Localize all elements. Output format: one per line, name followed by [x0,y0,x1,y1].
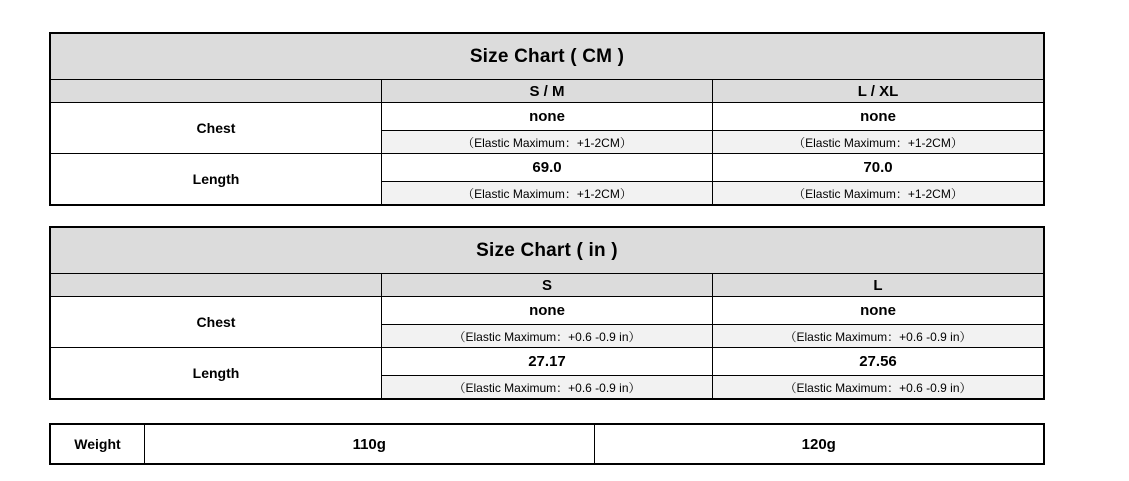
cell-weight-second: 120g [594,425,1044,464]
table-row [51,103,1044,131]
note-length-l: （Elastic Maximum：+0.6 -0.9 in） [713,376,1044,399]
table-row-title [51,34,1044,80]
cell-chest-lxl: none [713,103,1044,131]
note-chest-l: （Elastic Maximum：+0.6 -0.9 in） [713,325,1044,348]
column-header-lxl: L / XL [713,80,1044,103]
column-header-sm: S / M [382,80,713,103]
header-corner-blank [51,274,382,297]
cell-weight-first: 110g [145,425,595,464]
row-label-length: Length [51,348,382,399]
row-label-chest: Chest [51,297,382,348]
table-row-header [51,80,1044,103]
header-corner-blank [51,80,382,103]
weight-table-inner [50,424,1044,464]
note-chest-s: （Elastic Maximum：+0.6 -0.9 in） [382,325,713,348]
row-label-chest: Chest [51,103,382,154]
note-chest-lxl: （Elastic Maximum：+1-2CM） [713,131,1044,154]
size-chart-in-table [50,227,1044,399]
table-row-title [51,228,1044,274]
cell-length-sm: 69.0 [382,154,713,182]
table-row-header [51,274,1044,297]
table-row [51,297,1044,325]
chart-title-cm: Size Chart ( CM ) [51,34,1044,80]
table-row [51,348,1044,376]
table-row-weight [51,425,1044,464]
weight-table [49,423,1045,465]
column-header-s: S [382,274,713,297]
note-length-s: （Elastic Maximum：+0.6 -0.9 in） [382,376,713,399]
cell-chest-l: none [713,297,1044,325]
row-label-weight: Weight [51,425,145,464]
column-header-l: L [713,274,1044,297]
size-chart-in [49,226,1045,400]
size-chart-cm-table [50,33,1044,205]
cell-length-l: 27.56 [713,348,1044,376]
chart-title-in: Size Chart ( in ) [51,228,1044,274]
note-chest-sm: （Elastic Maximum：+1-2CM） [382,131,713,154]
cell-chest-sm: none [382,103,713,131]
size-chart-cm [49,32,1045,206]
note-length-sm: （Elastic Maximum：+1-2CM） [382,182,713,205]
table-row [51,154,1044,182]
row-label-length: Length [51,154,382,205]
cell-chest-s: none [382,297,713,325]
cell-length-lxl: 70.0 [713,154,1044,182]
cell-length-s: 27.17 [382,348,713,376]
note-length-lxl: （Elastic Maximum：+1-2CM） [713,182,1044,205]
